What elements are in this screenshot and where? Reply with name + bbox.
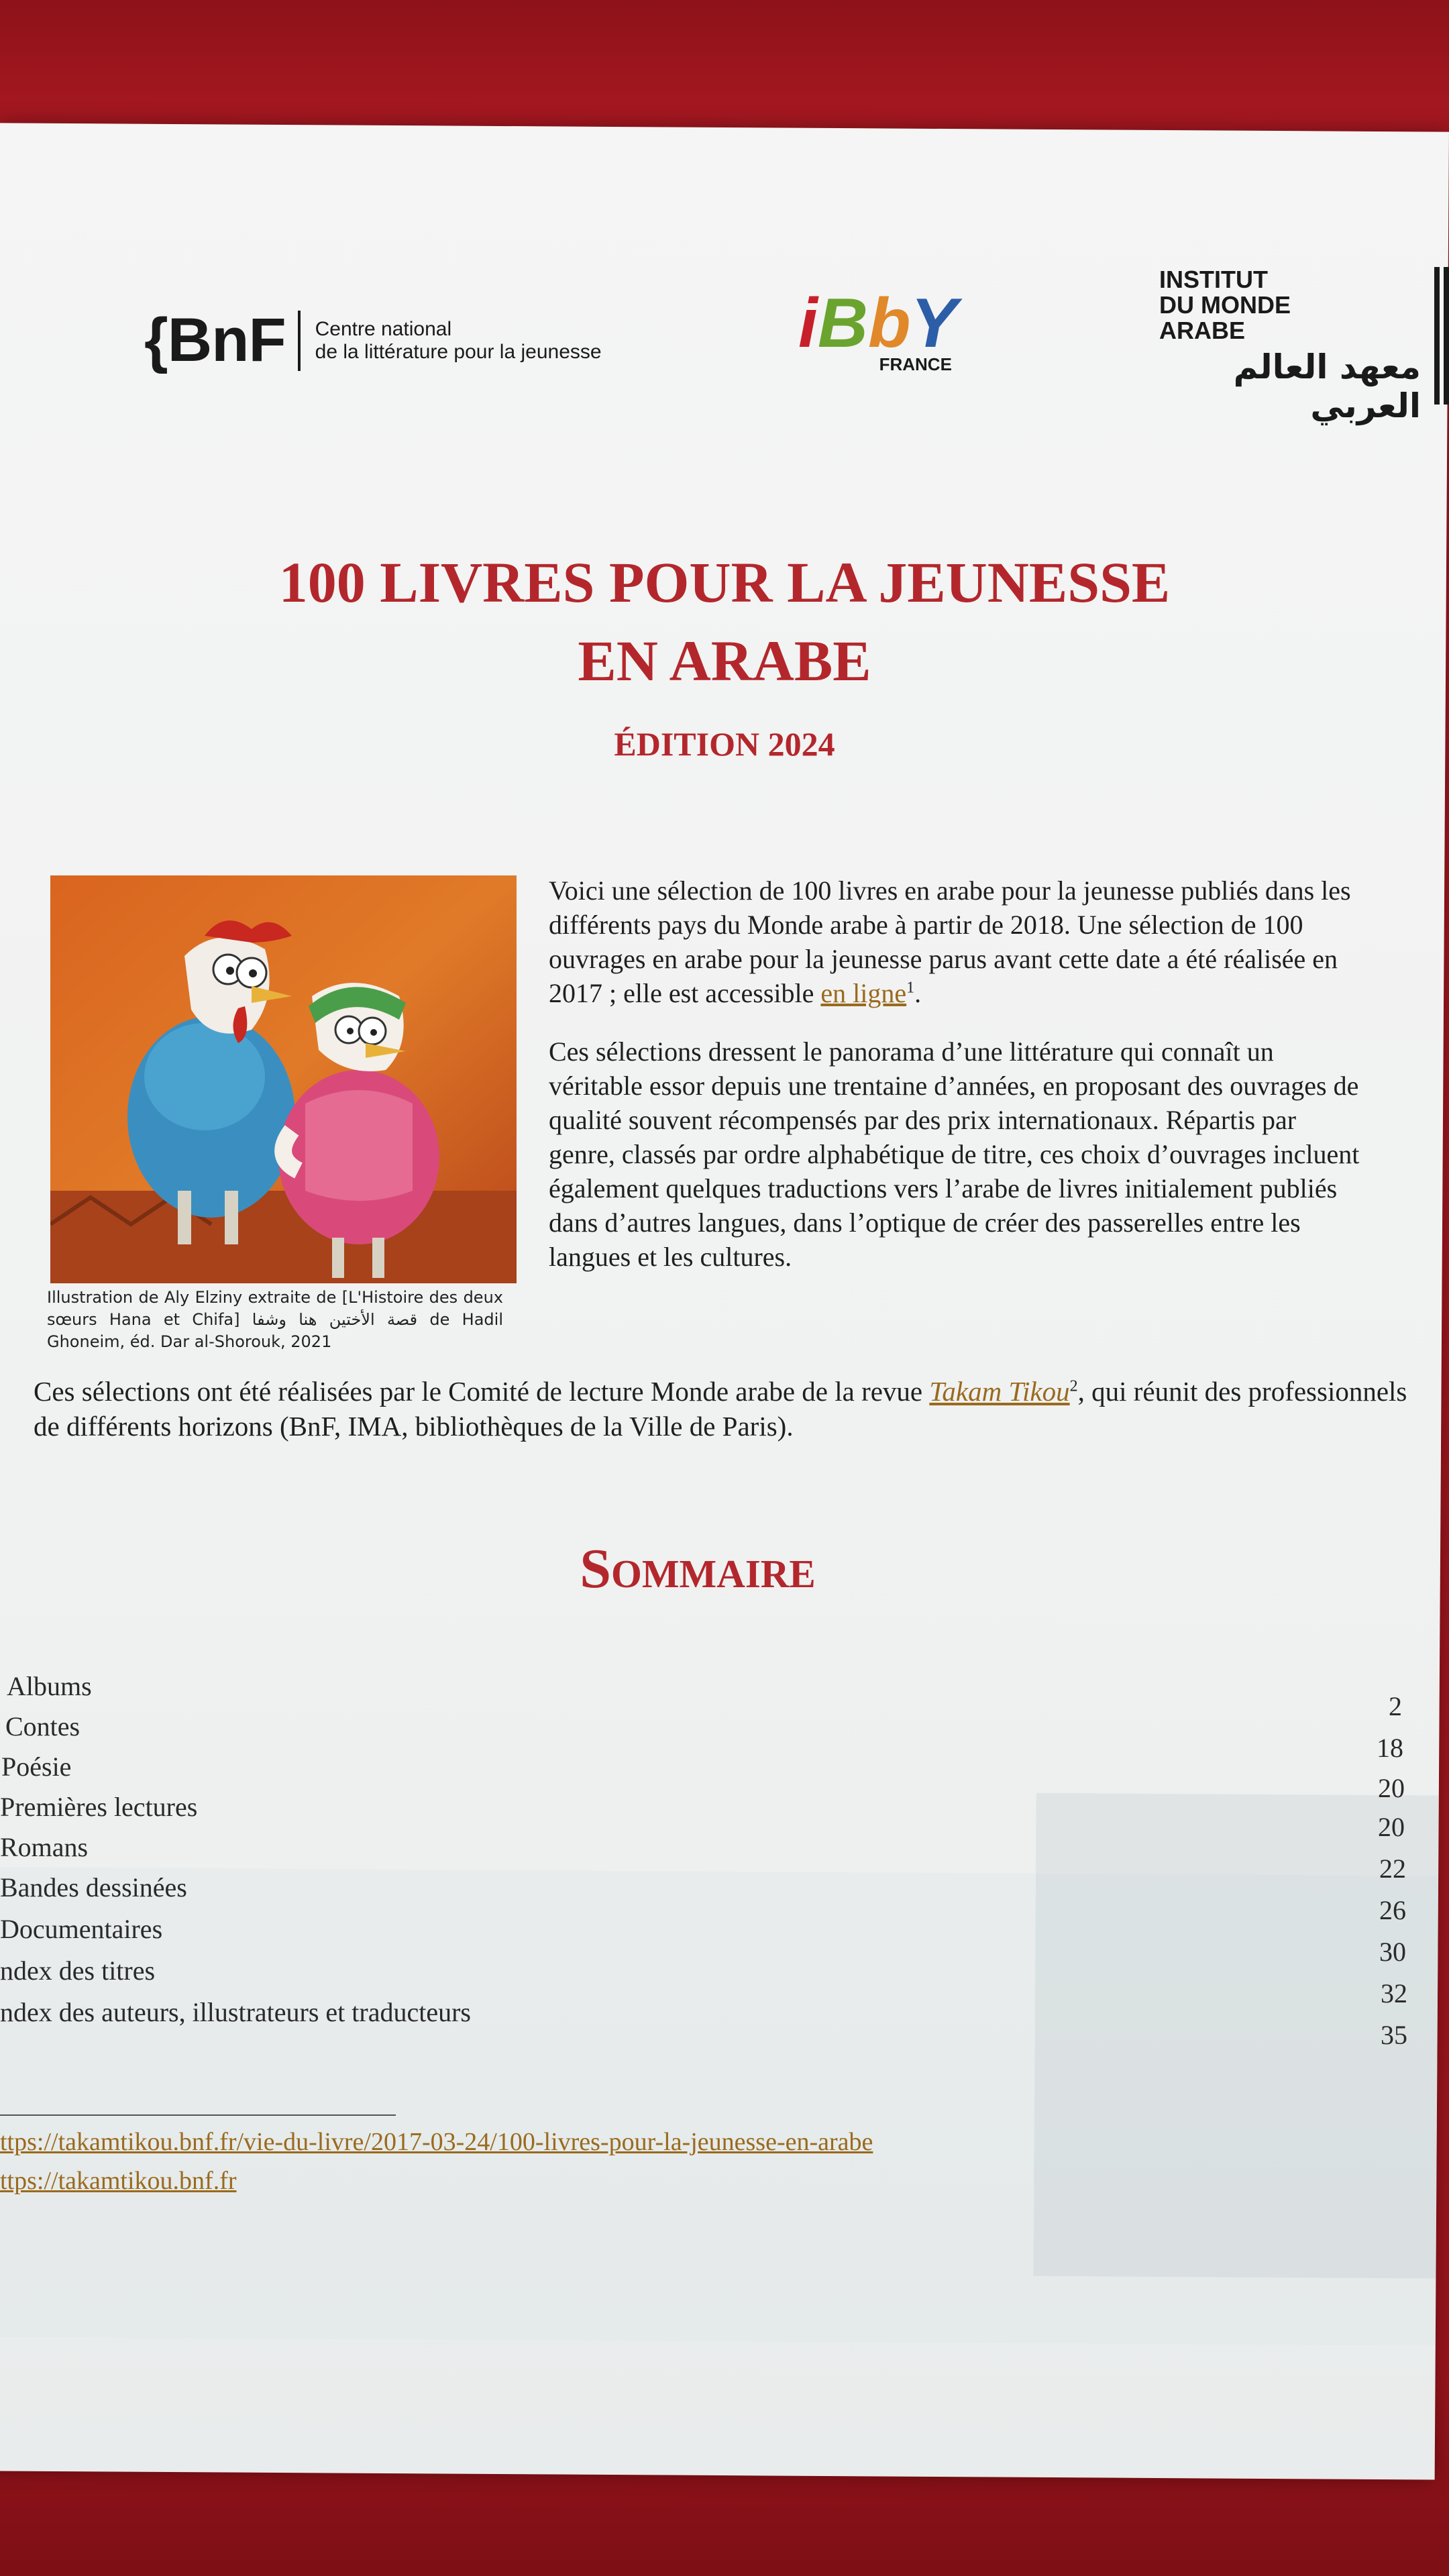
toc-entry[interactable] [0, 1955, 1422, 2008]
intro-p1-end: . [914, 978, 922, 1008]
toc-entry-page: 18 [1377, 1733, 1403, 1763]
ima-logo-line2: DU MONDE [1159, 291, 1291, 319]
toc-entry[interactable] [0, 1670, 1422, 1721]
ibby-letter-i: i [798, 284, 818, 362]
ibby-letter-b2: b [868, 284, 911, 362]
caption-arabic-title: قصة الأختين هنا وشفا [252, 1310, 418, 1329]
toc-entry-label: Bandes dessinées [0, 1872, 187, 1902]
toc-entry-label: Documentaires [0, 1914, 163, 1944]
toc-entry-page: 20 [1378, 1812, 1405, 1842]
cover-illustration [50, 875, 517, 1283]
toc-entry-label: Premières lectures [0, 1792, 198, 1822]
page-title-line2: EN ARABE [578, 629, 871, 693]
committee-text-after: , qui réunit des professionnels de différents horizons (BnF, IMA, bibliothèques de la Ville de Paris). [34, 1376, 1407, 1442]
bnf-logo-line2: de la littérature pour la jeunesse [315, 340, 602, 363]
toc-entry[interactable] [0, 1791, 1422, 1842]
edition-label: ÉDITION 2024 [614, 725, 835, 763]
bnf-logo-line1: Centre national [315, 317, 452, 340]
takam-tikou-link[interactable]: Takam Tikou [929, 1376, 1070, 1407]
toc-entry[interactable] [0, 1996, 1422, 2050]
toc-entry[interactable] [0, 1711, 1422, 1763]
toc-entry[interactable] [0, 1913, 1422, 1967]
toc-entry-page: 20 [1378, 1773, 1405, 1803]
committee-paragraph [34, 1374, 1415, 1444]
toc-entry-page: 22 [1379, 1854, 1406, 1884]
toc-entry-label: Albums [7, 1671, 92, 1701]
toc-entry[interactable] [0, 1872, 1422, 1925]
toc-entry-page: 35 [1381, 2020, 1407, 2050]
toc-entry-label: ndex des titres [0, 1955, 156, 1986]
toc-entry[interactable] [0, 1751, 1422, 1803]
intro-text [549, 873, 1367, 1298]
ima-logo [1159, 267, 1449, 425]
toc-entry-label: Contes [5, 1711, 80, 1741]
caption-text-1: Illustration de Aly Elziny extraite de [L'Histoire des deux sœurs Hana et Chifa] [47, 1288, 503, 1329]
toc-entry-page: 32 [1381, 1978, 1407, 2008]
bnf-logo [144, 305, 602, 376]
ima-logo-arabic: معهد العالم العربي [1233, 347, 1421, 425]
toc-entry-page: 30 [1379, 1937, 1406, 1967]
ibby-letter-y: Y [910, 284, 957, 362]
toc-entry-label: Romans [0, 1832, 89, 1862]
footnote-2 [0, 2165, 237, 2196]
footnote-2-link[interactable]: ttps://takamtikou.bnf.fr [0, 2167, 237, 2195]
illustration-caption [47, 1287, 503, 1353]
footnote-divider [0, 2114, 396, 2116]
footnote-ref-1: 1 [906, 979, 915, 997]
toc-entry-page: 26 [1379, 1895, 1406, 1925]
caption-text-2: de Hadil Ghoneim, éd. Dar al-Shorouk, 2021 [47, 1310, 503, 1351]
intro-p1-text: Voici une sélection de 100 livres en arabe pour la jeunesse publiés dans les différents pays du Monde arabe à partir de 2018. Une sélection de 100 ouvrages en arabe pour la jeunesse parus avant cette date a été réalisée en 2017 ; elle est accessible [549, 875, 1351, 1008]
bnf-logo-divider [298, 311, 301, 371]
page-title-line1: 100 LIVRES POUR LA JEUNESSE [278, 550, 1171, 614]
intro-paragraph-2: Ces sélections dressent le panorama d’une littérature qui connaît un véritable essor depuis une trentaine d’années, en proposant des ouvrages de qualité souvent récompensés par des prix internationaux. Répartis par genre, classés par ordre alphabétique de titre, ces choix d’ouvrages incluent également quelques traductions vers l’arabe de livres initialement publiés dans d’autres langues, dans l’optique de créer des passerelles entre les langues et les cultures. [549, 1036, 1360, 1272]
ima-logo-line3: ARABE [1159, 317, 1246, 344]
toc-entry-label: Poésie [1, 1752, 72, 1782]
intro-paragraph-1 [549, 873, 1367, 1010]
footnote-ref-2: 2 [1069, 1377, 1078, 1395]
toc-entry-label: ndex des auteurs, illustrateurs et traducteurs [0, 1997, 471, 2027]
toc-entry[interactable] [0, 1831, 1422, 1884]
online-link[interactable]: en ligne [820, 978, 907, 1008]
footnote-1-link[interactable]: ttps://takamtikou.bnf.fr/vie-du-livre/2017-03-24/100-livres-pour-la-jeunesse-en-arabe [0, 2128, 873, 2156]
ibby-logo-word [798, 284, 957, 362]
bnf-logo-mark: {BnF [144, 306, 286, 374]
ibby-letter-b1: B [817, 284, 869, 362]
sommaire-heading: Sommaire [580, 1538, 816, 1600]
toc-entry-page: 2 [1389, 1691, 1402, 1721]
ibby-logo-sub: FRANCE [879, 354, 952, 374]
ima-logo-line1: INSTITUT [1159, 266, 1268, 293]
committee-text-before: Ces sélections ont été réalisées par le Comité de lecture Monde arabe de la revue [34, 1376, 930, 1407]
ibby-france-logo [798, 284, 957, 375]
bnf-logo-text [315, 318, 602, 364]
footnote-1 [0, 2127, 873, 2157]
ima-logo-bars [1430, 267, 1449, 425]
